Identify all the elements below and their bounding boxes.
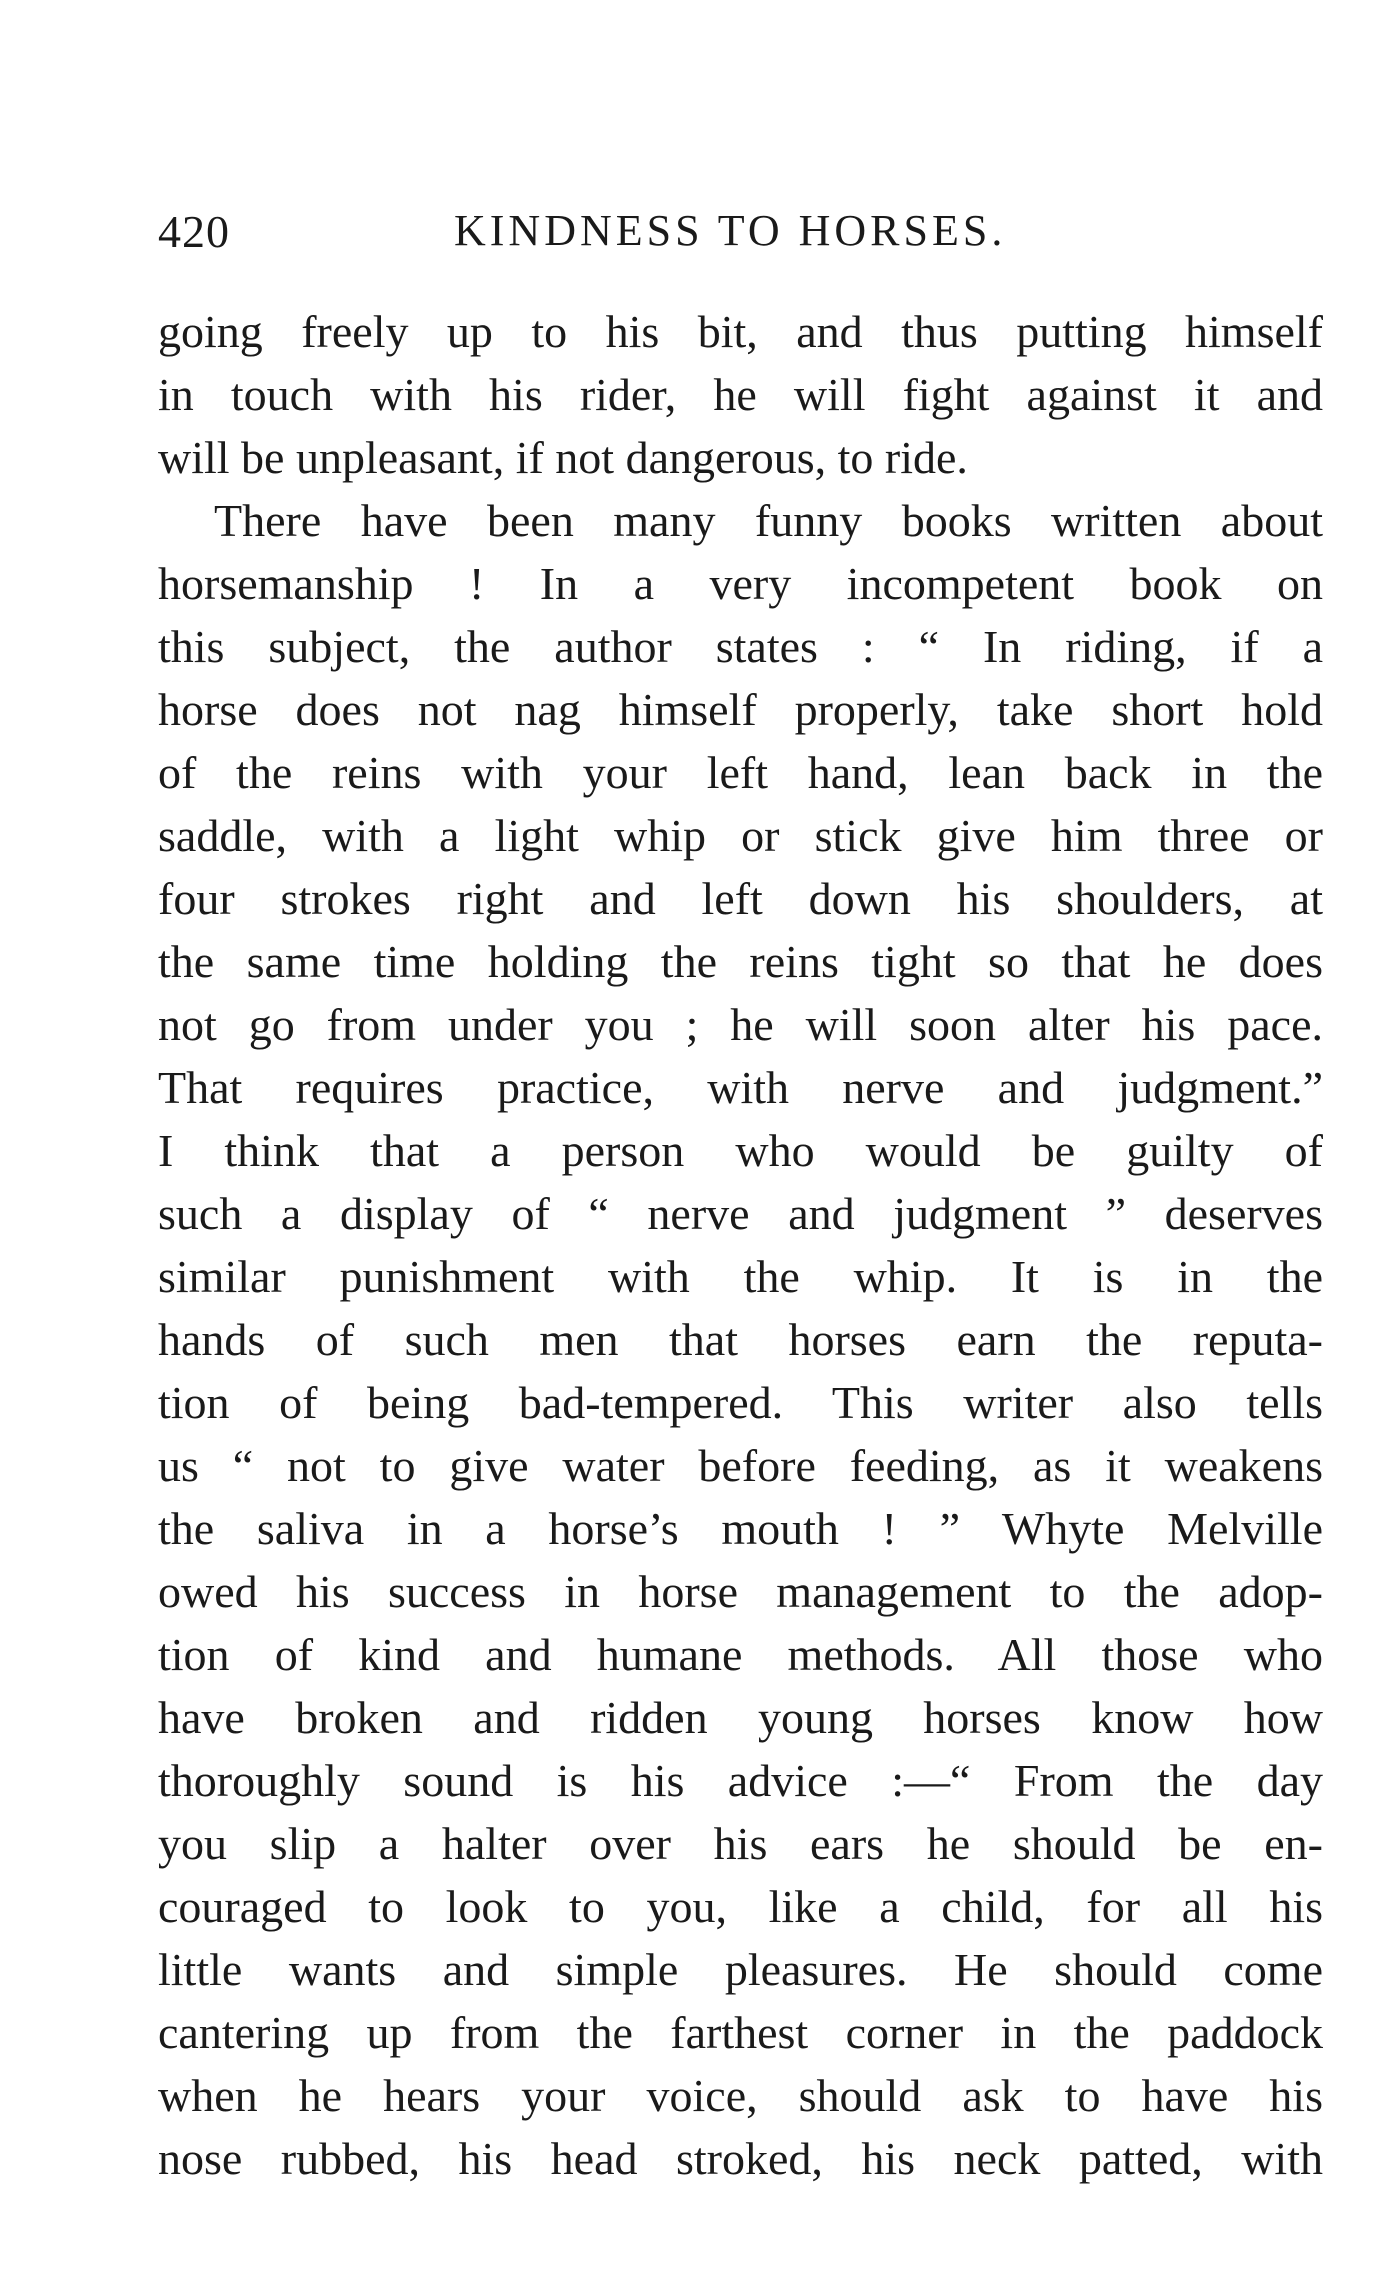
running-head: KINDNESS TO HORSES.	[454, 206, 1007, 255]
text-line: thoroughly sound is his advice :—“ From the day	[158, 1755, 1323, 1806]
text-line: owed his success in horse management to the adop-	[158, 1566, 1323, 1617]
text-line: That requires practice, with nerve and judgment.”	[158, 1062, 1323, 1113]
text-line: when he hears your voice, should ask to have his	[158, 2070, 1323, 2121]
text-line: the same time holding the reins tight so that he does	[158, 936, 1323, 987]
text-line: the saliva in a horse’s mouth ! ” Whyte Melville	[158, 1503, 1323, 1554]
text-line: horse does not nag himself properly, take short hold	[158, 684, 1323, 735]
text-line: horsemanship ! In a very incompetent book on	[158, 558, 1323, 609]
text-line: saddle, with a light whip or stick give him three or	[158, 810, 1323, 861]
text-line: such a display of “ nerve and judgment ” deserves	[158, 1188, 1323, 1239]
text-line: couraged to look to you, like a child, for all his	[158, 1881, 1323, 1932]
text-line: four strokes right and left down his shoulders, at	[158, 873, 1323, 924]
text-line: you slip a halter over his ears he should be en-	[158, 1818, 1323, 1869]
body-text	[158, 300, 1323, 2190]
text-line: will be unpleasant, if not dangerous, to ride.	[158, 432, 968, 483]
text-line: us “ not to give water before feeding, as it weakens	[158, 1440, 1323, 1491]
text-line: this subject, the author states : “ In riding, if a	[158, 621, 1323, 672]
text-line: nose rubbed, his head stroked, his neck patted, with	[158, 2133, 1323, 2184]
text-line: not go from under you ; he will soon alter his pace.	[158, 999, 1323, 1050]
text-line: similar punishment with the whip. It is in the	[158, 1251, 1323, 1302]
text-line: of the reins with your left hand, lean back in the	[158, 747, 1323, 798]
text-line: going freely up to his bit, and thus putting himself	[158, 306, 1323, 357]
page-number: 420	[158, 206, 230, 257]
text-line: I think that a person who would be guilty of	[158, 1125, 1323, 1176]
text-line: hands of such men that horses earn the reputa-	[158, 1314, 1323, 1365]
text-line: in touch with his rider, he will fight against it and	[158, 369, 1323, 420]
text-line: little wants and simple pleasures. He should come	[158, 1944, 1323, 1995]
page-header	[158, 205, 1323, 265]
text-line: have broken and ridden young horses know how	[158, 1692, 1323, 1743]
text-line: tion of being bad-tempered. This writer also tells	[158, 1377, 1323, 1428]
text-line: cantering up from the farthest corner in the paddock	[158, 2007, 1323, 2058]
text-line: tion of kind and humane methods. All those who	[158, 1629, 1323, 1680]
text-line: There have been many funny books written about	[214, 495, 1323, 546]
